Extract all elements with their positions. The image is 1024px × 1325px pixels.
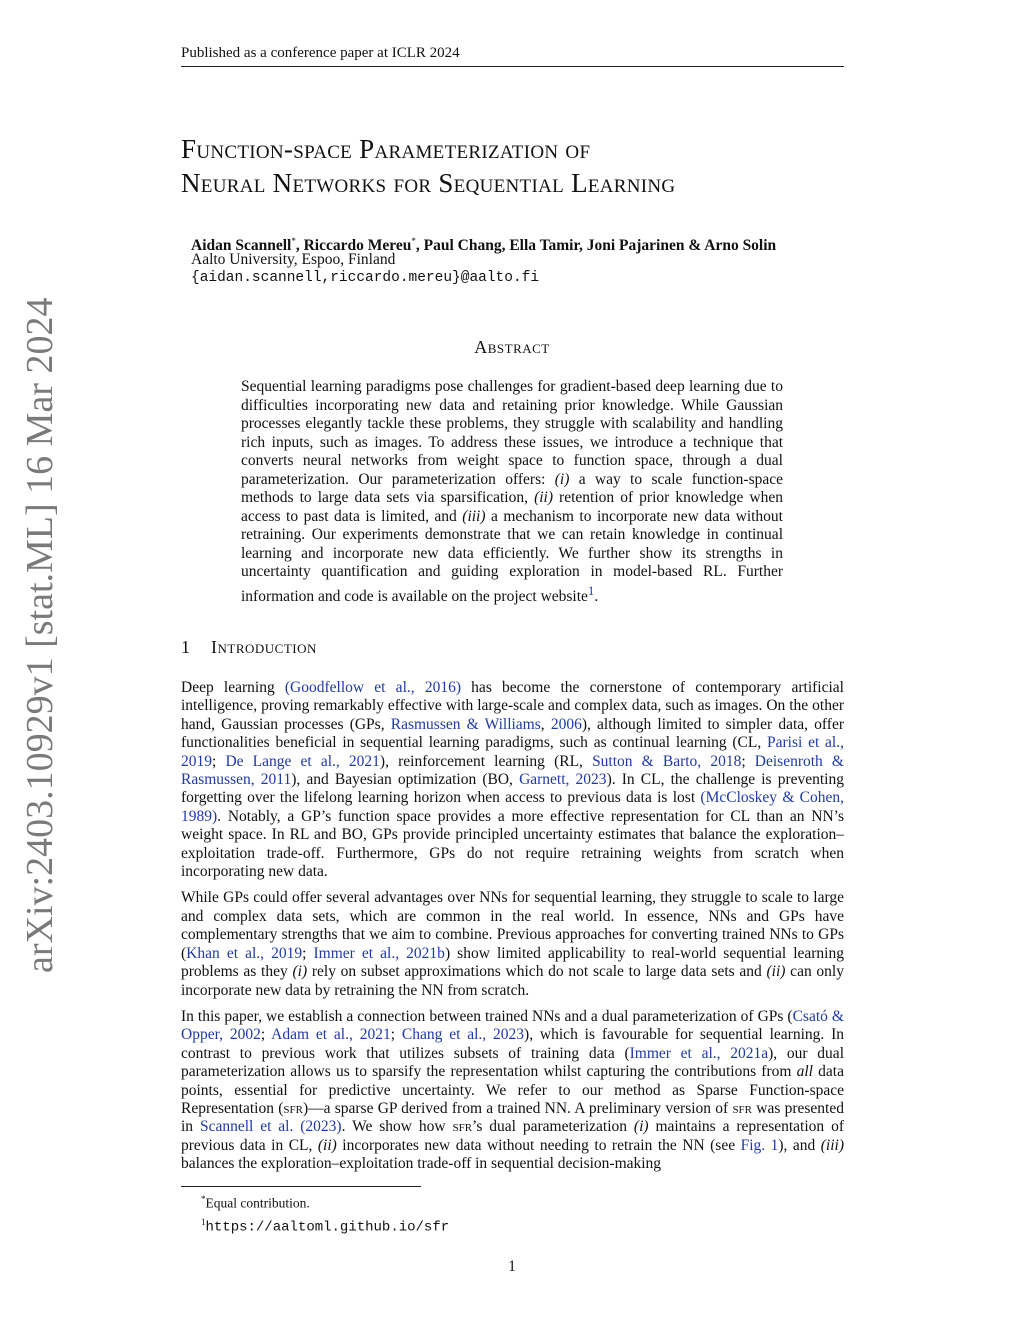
author-1: Aidan Scannell — [191, 237, 292, 255]
text-span: ). In CL, the challenge is preventing forgetting over the lifelong learning horizon when access to previous data is lost — [181, 771, 844, 807]
other-authors: Paul Chang, Ella Tamir, Joni Pajarinen & Arno Solin — [423, 237, 777, 255]
page-number: 1 — [508, 1258, 516, 1275]
running-header: Published as a conference paper at ICLR 2024 — [181, 45, 460, 61]
text-span: was presented in — [181, 1099, 844, 1136]
citation-link[interactable]: Rasmussen & Williams — [390, 715, 541, 733]
text-span: , — [540, 715, 551, 733]
text-span: ), our dual parameterization allows us to sparsify the representation whilst capturing the contributions from — [181, 1044, 844, 1081]
text-span: ), and Bayesian optimization (BO, — [291, 771, 520, 789]
abstract-span: . — [594, 587, 599, 605]
text-span: ; — [390, 1026, 402, 1044]
citation-link[interactable]: Adam et al., 2021 — [271, 1026, 391, 1044]
equal-contribution-mark: * — [291, 236, 296, 246]
method-name-sfr: sfr — [732, 1099, 753, 1117]
footnote-rule — [181, 1186, 421, 1187]
abstract-span: retention of prior knowledge when access to past data is limited, and — [241, 489, 783, 525]
text-span: can only incorporate new data by retraining the NN from scratch. — [181, 963, 844, 999]
text-span: ; — [741, 752, 755, 770]
title-line-2: Neural Networks for Sequential Learning — [181, 168, 676, 198]
footnote-url — [201, 1213, 449, 1237]
enum-iii: (iii) — [820, 1136, 845, 1154]
text-span: ), reinforcement learning (RL, — [379, 752, 593, 770]
paragraph-3 — [181, 1008, 844, 1174]
citation-link[interactable]: Csató & Opper, 2002 — [181, 1007, 844, 1044]
section-title: Introduction — [211, 637, 317, 657]
text-span: ), and — [778, 1136, 821, 1154]
text-span: . Notably, a GP’s function space provides a more effective representation for CL than an NN’s weight space. In RL and BO, GPs provide principled uncertainty estimates that balance the exploration–exploitation trade-off. Furthermore, GPs do not require retraining weights from scratch when incorporating new data. — [181, 807, 844, 881]
text-span: balances the exploration–exploitation trade-off in sequential decision-making — [181, 1155, 662, 1173]
introduction-body — [181, 679, 844, 1182]
method-name-sfr: sfr — [452, 1118, 473, 1136]
footnote-link-1[interactable]: 1 — [587, 582, 595, 598]
text-span: maintains a representation of previous data in CL, — [181, 1118, 844, 1154]
footnote-mark: * — [201, 1194, 206, 1204]
text-span: ) show limited applicability to real-world sequential learning problems as they — [181, 944, 844, 981]
footnote-mark: 1 — [201, 1216, 206, 1227]
author-email[interactable]: {aidan.scannell,riccardo.mereu}@aalto.fi — [191, 270, 540, 286]
footnote-equal-contribution — [201, 1190, 449, 1213]
enum-i: (i) — [554, 470, 570, 488]
text-span: )—a sparse GP derived from a trained NN. A preliminary version of — [302, 1099, 733, 1117]
text-span: In this paper, we establish a connection between trained NNs and a dual parameterization of GPs ( — [181, 1007, 793, 1025]
text-span: ), which is favourable for sequential learning. In contrast to previous work that utilizes subsets of training data ( — [181, 1026, 845, 1062]
text-span: ; — [212, 752, 226, 770]
text-span: ; — [260, 1026, 272, 1044]
author-2: Riccardo Mereu — [303, 237, 412, 255]
header-rule — [181, 66, 844, 67]
abstract-span: Sequential learning paradigms pose challenges for gradient-based deep learning due to difficulties incorporating new data and retaining prior knowledge. While Gaussian processes elegantly tackle these problems, they struggle with scalability and handling rich inputs, such as images. To address these issues, we introduce a technique that converts neural networks from weight space to function space, through a dual parameterization. Our parameterization offers: — [241, 378, 783, 488]
figure-link[interactable]: Fig. 1 — [740, 1136, 779, 1154]
title-line-1: Function-space Parameterization of — [181, 134, 591, 164]
citation-link[interactable]: De Lange et al., 2021 — [225, 752, 380, 770]
arxiv-identifier: arXiv:2403.10929v1 [stat.ML] 16 Mar 2024 — [19, 297, 61, 973]
enum-ii: (ii) — [766, 963, 786, 981]
enum-i: (i) — [633, 1118, 649, 1136]
citation-link[interactable]: Immer et al., 2021a — [629, 1044, 769, 1062]
text-span: ), although limited to simpler data, offer functionalities beneficial in sequential learning paradigms, such as continual learning (CL, — [181, 715, 845, 752]
text-span: While GPs could offer several advantages over NNs for sequential learning, they struggle to scale to large and complex data sets, which are common in the real world. In essence, NNs and GPs have complementary strengths that we aim to combine. Previous approaches for converting trained NNs to GPs ( — [181, 889, 844, 962]
enum-i: (i) — [292, 963, 308, 981]
citation-link[interactable]: Sutton & Barto, 2018 — [592, 752, 742, 770]
text-span: Deep learning — [181, 679, 285, 696]
project-website-link[interactable]: https://aaltoml.github.io/sfr — [205, 1219, 450, 1235]
text-span: has become the cornerstone of contemporary artificial intelligence, proving remarkably effective with large-scale and complex data, such as images. On the other hand, Gaussian processes (GPs, — [181, 679, 844, 733]
citation-link[interactable]: Deisenroth & Rasmussen, 2011 — [181, 752, 844, 789]
abstract-heading: Abstract — [474, 337, 550, 357]
paragraph-2 — [181, 889, 844, 999]
citation-link[interactable]: Scannell et al. (2023) — [199, 1118, 342, 1136]
citation-link[interactable]: Chang et al., 2023 — [401, 1026, 525, 1044]
text-span: ; — [302, 944, 314, 962]
paragraph-1 — [181, 679, 844, 881]
text-span: incorporates new data without needing to retrain the NN (see — [336, 1136, 741, 1154]
emphasis-all: all — [796, 1063, 813, 1081]
enum-ii: (ii) — [317, 1136, 337, 1154]
citation-link[interactable]: (McCloskey & Cohen, 1989) — [181, 789, 844, 825]
enum-iii: (iii) — [462, 507, 486, 525]
equal-contribution-mark: * — [411, 236, 416, 246]
citation-link[interactable]: Parisi et al., 2019 — [181, 734, 844, 770]
footnote-text: Equal contribution. — [205, 1195, 310, 1211]
enum-ii: (ii) — [534, 489, 553, 506]
abstract-span: a way to scale function-space methods to large data sets via sparsification, — [241, 470, 783, 506]
section-number: 1 — [181, 637, 190, 657]
method-name-sfr: sfr — [283, 1099, 303, 1117]
citation-link[interactable]: Immer et al., 2021b — [313, 944, 445, 962]
text-span: rely on subset approximations which do not scale to large data sets and — [307, 963, 767, 981]
footnotes — [201, 1190, 449, 1236]
author-list: Aidan Scannell*, Riccardo Mereu*, Paul Chang, Ella Tamir, Joni Pajarinen & Arno Solin — [191, 236, 777, 255]
abstract-span: a mechanism to incorporate new data without retraining. Our experiments demonstrate that we can retain knowledge in continual learning and incorporate new data efficiently. We further show its strengths in uncertainty quantification and guiding exploration in model-based RL. Further information and code is available on the project website — [241, 507, 783, 605]
abstract-text — [241, 378, 783, 606]
text-span: . We show how — [341, 1118, 453, 1136]
citation-link[interactable]: Garnett, 2023 — [519, 771, 607, 789]
text-span: ’s dual parameterization — [472, 1118, 634, 1136]
citation-link[interactable]: (Goodfellow et al., 2016) — [284, 679, 461, 696]
citation-link[interactable]: Khan et al., 2019 — [186, 944, 303, 962]
section-heading — [181, 637, 317, 658]
text-span: data points, essential for predictive uncertainty. We refer to our method as Sparse Function-space Representation ( — [181, 1063, 844, 1117]
citation-link[interactable]: 2006 — [550, 715, 582, 733]
paper-title — [181, 132, 881, 200]
affiliation: Aalto University, Espoo, Finland — [191, 251, 396, 268]
